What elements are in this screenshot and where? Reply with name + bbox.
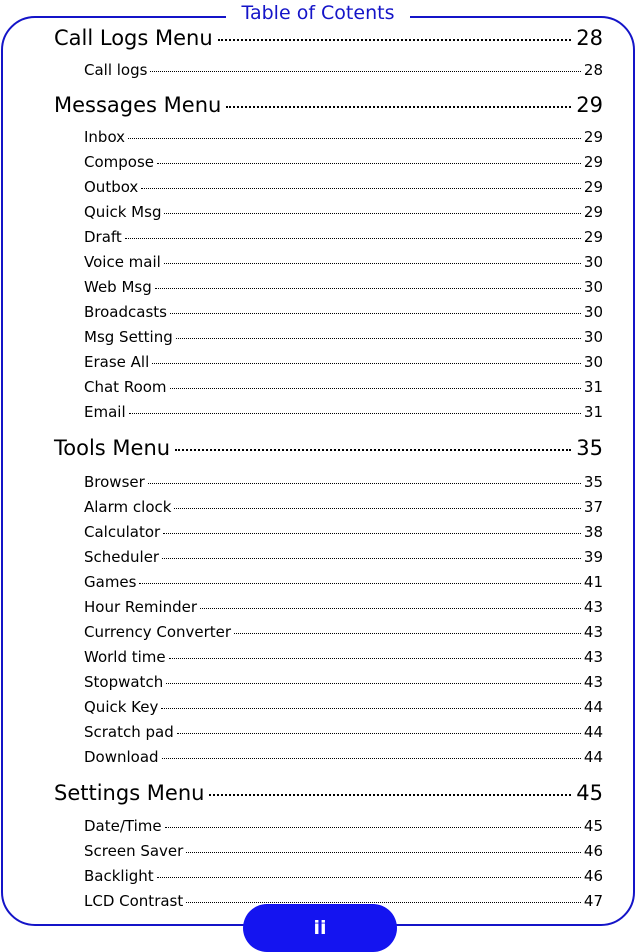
toc-item-calculator[interactable] bbox=[84, 522, 603, 542]
section-title: Messages Menu bbox=[54, 93, 222, 117]
item-label: LCD Contrast bbox=[84, 892, 184, 910]
item-page: 31 bbox=[583, 378, 603, 396]
item-page: 30 bbox=[583, 278, 603, 296]
dot-leader bbox=[128, 138, 581, 139]
item-page: 39 bbox=[583, 548, 603, 566]
item-page: 41 bbox=[583, 573, 603, 591]
dot-leader bbox=[169, 658, 581, 659]
item-page: 30 bbox=[583, 253, 603, 271]
dot-leader bbox=[157, 163, 581, 164]
item-label: Chat Room bbox=[84, 378, 167, 396]
item-page: 28 bbox=[583, 61, 603, 79]
dot-leader bbox=[218, 39, 572, 41]
item-label: Hour Reminder bbox=[84, 598, 198, 616]
item-page: 44 bbox=[583, 698, 603, 716]
toc-item-web-msg[interactable] bbox=[84, 277, 603, 297]
toc-item-backlight[interactable] bbox=[84, 866, 603, 886]
item-page: 46 bbox=[583, 842, 603, 860]
toc-section-tools[interactable] bbox=[54, 434, 603, 462]
dot-leader bbox=[148, 483, 581, 484]
item-label: Broadcasts bbox=[84, 303, 167, 321]
item-page: 35 bbox=[583, 473, 603, 491]
toc-item-scheduler[interactable] bbox=[84, 547, 603, 567]
toc-item-compose[interactable] bbox=[84, 152, 603, 172]
item-page: 45 bbox=[583, 817, 603, 835]
item-label: World time bbox=[84, 648, 166, 666]
toc-item-stopwatch[interactable] bbox=[84, 672, 603, 692]
item-label: Screen Saver bbox=[84, 842, 184, 860]
dot-leader bbox=[226, 106, 571, 108]
toc-item-outbox[interactable] bbox=[84, 177, 603, 197]
item-page: 43 bbox=[583, 623, 603, 641]
toc-item-currency-converter[interactable] bbox=[84, 622, 603, 642]
item-page: 29 bbox=[583, 153, 603, 171]
page-number-badge: ii bbox=[243, 904, 397, 952]
toc-item-email[interactable] bbox=[84, 402, 603, 422]
item-page: 44 bbox=[583, 748, 603, 766]
dot-leader bbox=[157, 877, 581, 878]
dot-leader bbox=[150, 71, 580, 72]
dot-leader bbox=[165, 827, 581, 828]
item-label: Call logs bbox=[84, 61, 148, 79]
item-page: 29 bbox=[583, 203, 603, 221]
dot-leader bbox=[166, 683, 581, 684]
dot-leader bbox=[176, 338, 581, 339]
dot-leader bbox=[125, 238, 581, 239]
item-label: Draft bbox=[84, 228, 122, 246]
item-label: Email bbox=[84, 403, 126, 421]
dot-leader bbox=[129, 413, 581, 414]
toc-item-scratch-pad[interactable] bbox=[84, 722, 603, 742]
dot-leader bbox=[155, 288, 581, 289]
item-page: 43 bbox=[583, 673, 603, 691]
dot-leader bbox=[139, 583, 580, 584]
item-page: 37 bbox=[583, 498, 603, 516]
dot-leader bbox=[177, 733, 581, 734]
dot-leader bbox=[162, 758, 581, 759]
item-label: Alarm clock bbox=[84, 498, 172, 516]
section-page: 35 bbox=[576, 436, 603, 460]
item-label: Games bbox=[84, 573, 137, 591]
item-page: 29 bbox=[583, 128, 603, 146]
toc-item-draft[interactable] bbox=[84, 227, 603, 247]
item-page: 46 bbox=[583, 867, 603, 885]
dot-leader bbox=[170, 313, 581, 314]
dot-leader bbox=[141, 188, 581, 189]
item-label: Currency Converter bbox=[84, 623, 232, 641]
item-label: Msg Setting bbox=[84, 328, 173, 346]
item-page: 30 bbox=[583, 353, 603, 371]
item-page: 38 bbox=[583, 523, 603, 541]
dot-leader bbox=[186, 902, 581, 903]
item-label: Calculator bbox=[84, 523, 161, 541]
item-label: Compose bbox=[84, 153, 155, 171]
item-page: 44 bbox=[583, 723, 603, 741]
toc-item-voice-mail[interactable] bbox=[84, 252, 603, 272]
dot-leader bbox=[234, 633, 581, 634]
dot-leader bbox=[200, 608, 581, 609]
toc-item-games[interactable] bbox=[84, 572, 603, 592]
dot-leader bbox=[164, 263, 581, 264]
toc-item-quick-key[interactable] bbox=[84, 697, 603, 717]
item-label: Download bbox=[84, 748, 159, 766]
dot-leader bbox=[209, 794, 571, 796]
item-label: Inbox bbox=[84, 128, 126, 146]
dot-leader bbox=[161, 708, 581, 709]
item-page: 29 bbox=[583, 178, 603, 196]
item-page: 31 bbox=[583, 403, 603, 421]
item-label: Scheduler bbox=[84, 548, 160, 566]
section-title: Call Logs Menu bbox=[54, 26, 213, 50]
toc-item-quick-msg[interactable] bbox=[84, 202, 603, 222]
dot-leader bbox=[162, 558, 581, 559]
toc-item-hour-reminder[interactable] bbox=[84, 597, 603, 617]
item-label: Quick Msg bbox=[84, 203, 162, 221]
toc-item-screen-saver[interactable] bbox=[84, 841, 603, 861]
item-label: Browser bbox=[84, 473, 145, 491]
toc-item-broadcasts[interactable] bbox=[84, 302, 603, 322]
dot-leader bbox=[163, 533, 581, 534]
dot-leader bbox=[170, 388, 581, 389]
item-page: 30 bbox=[583, 303, 603, 321]
item-label: Stopwatch bbox=[84, 673, 164, 691]
dot-leader bbox=[186, 852, 581, 853]
toc-section-settings[interactable] bbox=[54, 779, 603, 807]
toc-item-inbox[interactable] bbox=[84, 127, 603, 147]
toc-item-download[interactable] bbox=[84, 747, 603, 767]
item-label: Outbox bbox=[84, 178, 139, 196]
toc-item-browser[interactable] bbox=[84, 472, 603, 492]
toc-item-call-logs[interactable] bbox=[84, 60, 603, 80]
dot-leader bbox=[164, 213, 580, 214]
section-page: 45 bbox=[576, 781, 603, 805]
toc-title: Table of Cotents bbox=[226, 0, 410, 26]
dot-leader bbox=[175, 449, 571, 451]
item-page: 29 bbox=[583, 228, 603, 246]
item-label: Web Msg bbox=[84, 278, 152, 296]
toc-item-chat-room[interactable] bbox=[84, 377, 603, 397]
item-page: 43 bbox=[583, 598, 603, 616]
item-label: Quick Key bbox=[84, 698, 159, 716]
toc-item-erase-all[interactable] bbox=[84, 352, 603, 372]
item-label: Voice mail bbox=[84, 253, 161, 271]
dot-leader bbox=[152, 363, 581, 364]
item-label: Erase All bbox=[84, 353, 150, 371]
toc-item-msg-setting[interactable] bbox=[84, 327, 603, 347]
toc-section-messages[interactable] bbox=[54, 91, 603, 119]
section-title: Tools Menu bbox=[54, 436, 171, 460]
item-page: 30 bbox=[583, 328, 603, 346]
item-label: Scratch pad bbox=[84, 723, 174, 741]
item-page: 47 bbox=[583, 892, 603, 910]
toc-item-world-time[interactable] bbox=[84, 647, 603, 667]
dot-leader bbox=[174, 508, 580, 509]
section-page: 29 bbox=[576, 93, 603, 117]
toc-item-alarm-clock[interactable] bbox=[84, 497, 603, 517]
section-page: 28 bbox=[576, 26, 603, 50]
section-title: Settings Menu bbox=[54, 781, 205, 805]
item-label: Date/Time bbox=[84, 817, 162, 835]
item-page: 43 bbox=[583, 648, 603, 666]
toc-item-date-time[interactable] bbox=[84, 816, 603, 836]
toc-section-call-logs[interactable] bbox=[54, 24, 603, 52]
item-label: Backlight bbox=[84, 867, 154, 885]
